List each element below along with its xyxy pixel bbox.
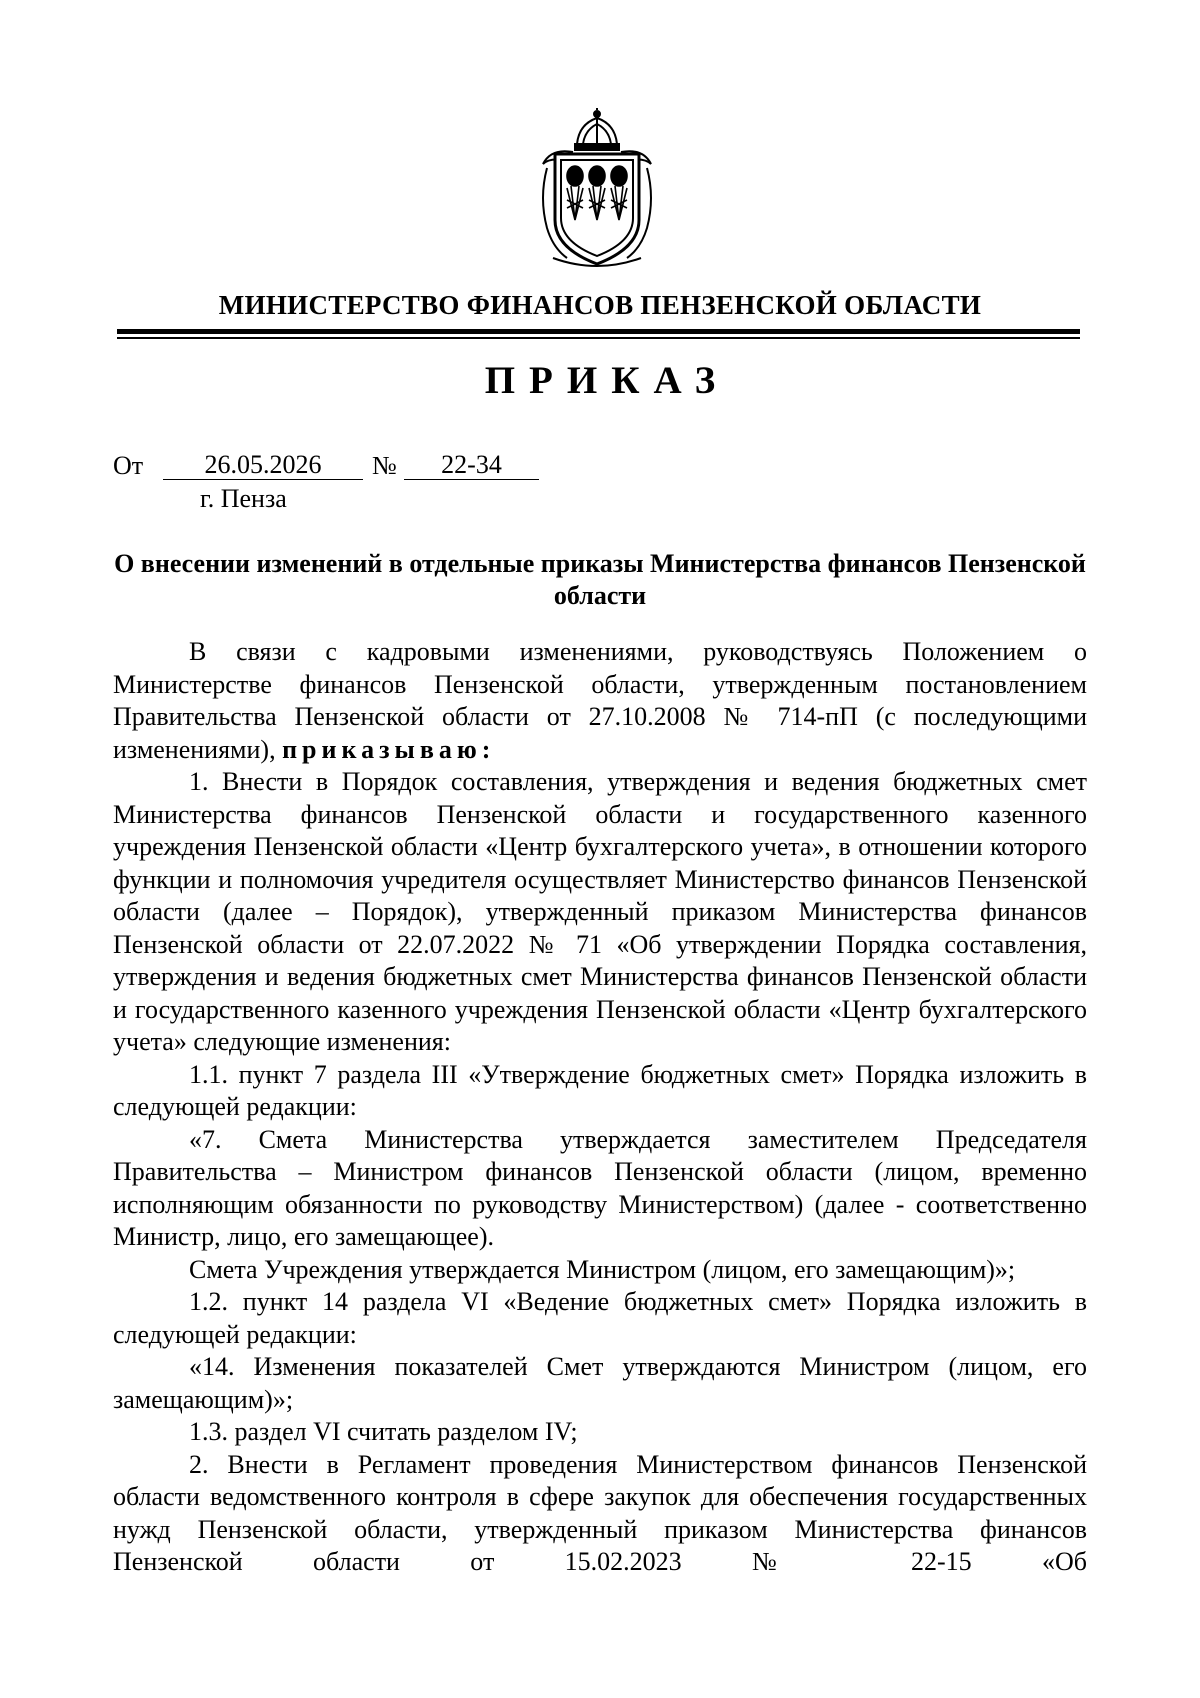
paragraph-item-1-3: 1.3. раздел VI считать разделом IV;	[189, 1417, 578, 1446]
document-number: 22-34	[404, 451, 539, 480]
order-keyword: приказываю:	[282, 734, 496, 764]
document-date: 26.05.2026	[163, 451, 363, 480]
paragraph-estimate: Смета Учреждения утверждается Министром (лицом, его замещающим)»;	[189, 1254, 1016, 1284]
paragraph-item-2: 2. Внести в Регламент проведения Министерством финансов Пензенской области ведомственного контроля в сфере закупок для обеспечения государственных нужд Пензенской области, утвержденный приказом Министерства финансов Пензенской области от 15.02.2023 № 22-15 «Об	[113, 1449, 1087, 1576]
coat-of-arms-emblem	[533, 108, 661, 268]
ministry-name: МИНИСТЕРСТВО ФИНАНСОВ ПЕНЗЕНСКОЙ ОБЛАСТИ	[218, 290, 982, 320]
paragraph-item-1-2: 1.2. пункт 14 раздела VI «Ведение бюджетных смет» Порядка изложить в следующей редакции:	[113, 1287, 1087, 1349]
paragraph-quote-14: «14. Изменения показателей Смет утверждаются Министром (лицом, его замещающим)»;	[113, 1352, 1087, 1414]
paragraph-item-1: 1. Внести в Порядок составления, утверждения и ведения бюджетных смет Министерства финансов Пензенской области и государственного казенного учреждения Пензенской области «Центр бухгалтерского учета», в отношении которого функции и полномочия учредителя осуществляет Министерство финансов Пензенской области (далее – Порядок), утвержденный приказом Министерства финансов Пензенской области от 22.07.2022 № 71 «Об утверждении Порядка составления, утверждения и ведения бюджетных смет Министерства финансов Пензенской области и государственного казенного учреждения Пензенской области «Центр бухгалтерского учета» следующие изменения:	[113, 767, 1087, 1056]
paragraph-preamble	[113, 636, 1087, 766]
issue-city: г. Пенза	[200, 484, 287, 513]
document-title: ПРИКАЗ	[484, 359, 730, 402]
number-label: №	[372, 451, 397, 480]
header-rule-thin	[117, 337, 1080, 339]
paragraph-item-1-1: 1.1. пункт 7 раздела III «Утверждение бюджетных смет» Порядка изложить в следующей редакции:	[113, 1059, 1087, 1121]
paragraph-quote-7: «7. Смета Министерства утверждается заместителем Председателя Правительства – Министром финансов Пензенской области (лицом, временно исполняющим обязанности по руководству Министерством) (далее - соответственно Министр, лицо, его замещающее).	[113, 1124, 1087, 1251]
header-rule-thick	[117, 329, 1080, 334]
date-label: От	[113, 451, 144, 480]
preamble-text: В связи с кадровыми изменениями, руководствуясь Положением о Министерстве финансов Пензенской области, утвержденным постановлением Правительства Пензенской области от 27.10.2008 № 714-пП (с последующими изменениями),	[113, 637, 1087, 764]
document-subject: О внесении изменений в отдельные приказы Министерства финансов Пензенской области	[114, 549, 1086, 610]
document-body	[113, 636, 1087, 1579]
